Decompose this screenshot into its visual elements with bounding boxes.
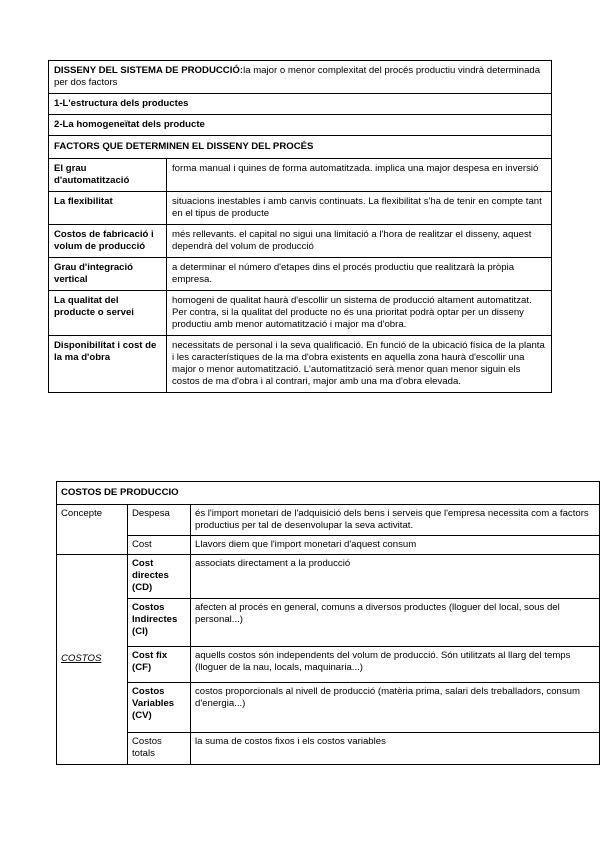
cost-type-label: Cost directes (CD)	[128, 554, 191, 598]
cost-type-label: Costos Variables (CV)	[128, 682, 191, 732]
row-label: Costos de fabricació i volum de producció	[49, 224, 167, 257]
table-row	[57, 732, 600, 764]
costos-cell: COSTOS	[57, 554, 128, 764]
intro-cell	[49, 61, 552, 94]
intro-heading: DISSENY DEL SISTEMA DE PRODUCCIÓ:	[54, 65, 244, 76]
despesa-label: Despesa	[128, 504, 191, 535]
table-row	[57, 554, 600, 598]
production-system-table	[48, 60, 552, 393]
production-costs-table	[56, 481, 600, 765]
cost-type-label: Costos totals	[128, 732, 191, 764]
table-row	[49, 290, 552, 335]
factor-2: 2-La homogeneïtat dels producte	[49, 114, 552, 135]
despesa-text: és l'import monetari de l'adquisició dels bens i serveis que l'empresa necessita com a factors productius per tal de desenvolupar la seva activitat.	[191, 504, 600, 535]
section-header: FACTORS QUE DETERMINEN EL DISSENY DEL PROCÉS	[49, 135, 552, 158]
table-row	[57, 646, 600, 682]
table-row	[49, 257, 552, 290]
cost-label: Cost	[128, 535, 191, 554]
concepte-cell: Concepte	[57, 504, 128, 554]
row-text: situacions inestables i amb canvis continuats. La flexibilitat s'ha de tenir en compte tant en el tipus de producte	[167, 191, 552, 224]
table-row	[49, 224, 552, 257]
cost-text: Llavors diem que l'import monetari d'aquest consum	[191, 535, 600, 554]
cost-type-text: associats directament a la producció	[191, 554, 600, 598]
row-text: necessitats de personal i la seva qualificació. En funció de la ubicació física de la planta i les característiques de la ma d'obra existents en aquella zona haurà d'escollir una major o menor automatització. L'automatització serà menor quan menor siguin els costos de ma d'obra i al contrari, major amb una ma d'obra elevada.	[167, 335, 552, 392]
row-text: forma manual i quines de forma automatitzada. implica una major despesa en inversió	[167, 158, 552, 191]
row-label: Disponibilitat i cost de la ma d'obra	[49, 335, 167, 392]
table-row	[57, 682, 600, 732]
row-text: a determinar el número d'etapes dins el procés productiu que realitzarà la pròpia empresa.	[167, 257, 552, 290]
cost-type-label: Costos Indirectes (CI)	[128, 598, 191, 646]
cost-type-text: afecten al procés en general, comuns a diversos productes (lloguer del local, sous del personal...)	[191, 598, 600, 646]
cost-type-label: Cost fix (CF)	[128, 646, 191, 682]
cost-type-text: costos proporcionals al nivell de producció (matèria prima, salari dels treballadors, consum d'energia...)	[191, 682, 600, 732]
table-row	[57, 504, 600, 535]
table-row	[49, 158, 552, 191]
costs-title: COSTOS DE PRODUCCIO	[57, 482, 600, 505]
row-text: homogeni de qualitat haurà d'escollir un sistema de producció altament automatitzat. Per contra, si la qualitat del producte no és una prioritat podrà optar per un disseny productiu amb menor automatització i major ma d'obra.	[167, 290, 552, 335]
table-row	[49, 191, 552, 224]
factor-1: 1-L'estructura dels productes	[49, 93, 552, 114]
row-label: El grau d'automatització	[49, 158, 167, 191]
row-label: La flexibilitat	[49, 191, 167, 224]
table-row	[49, 335, 552, 392]
intro-text: la major o menor complexitat del procés productiu vindrà determinada per dos factors	[54, 65, 541, 88]
cost-type-text: la suma de costos fixos i els costos variables	[191, 732, 600, 764]
table-row	[57, 598, 600, 646]
cost-type-text: aquells costos són independents del volum de producció. Són utilitzats al llarg del temps (lloguer de la nau, locals, maquinaria...)	[191, 646, 600, 682]
row-label: La qualitat del producte o servei	[49, 290, 167, 335]
row-label: Grau d'integració vertical	[49, 257, 167, 290]
row-text: més rellevants. el capital no sigui una limitació a l'hora de realitzar el disseny, aquest dependrà del volum de producció	[167, 224, 552, 257]
table-row	[57, 535, 600, 554]
